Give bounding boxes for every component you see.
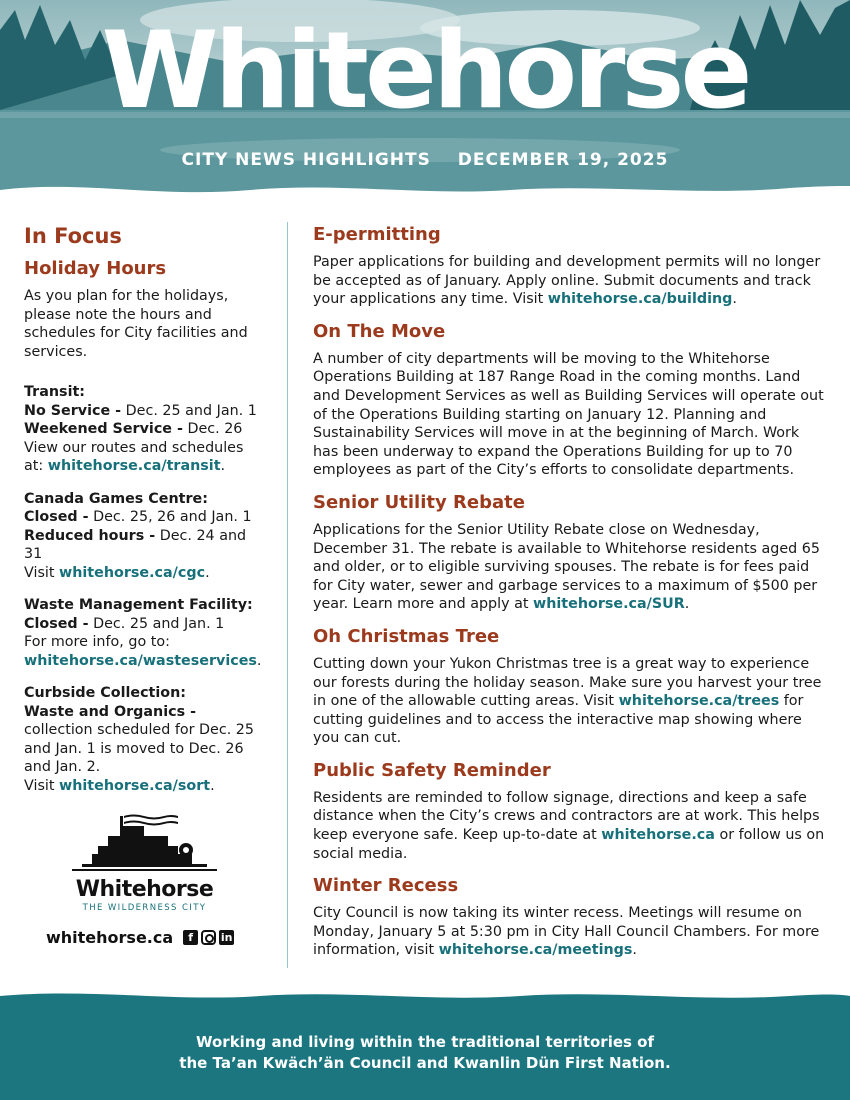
article-body [313, 655, 828, 748]
transit-link[interactable]: whitehorse.ca/transit [47, 458, 221, 474]
curbside-section [24, 684, 264, 795]
transit-info-text: View our routes and schedules at: [24, 439, 244, 474]
logo-wordmark: Whitehorse [75, 877, 214, 902]
article-text: City Council is now taking its winter recess. Meetings will resume on Monday, January 5 at 5:30 pm in City Hall Council Chambers. For more information, visit [313, 905, 820, 959]
article-text: A number of city departments will be moving to the Whitehorse Operations Building at 187 Range Road in the coming months. Land and Development Services as well as Building Services will operate out of the Operations Building starting on January 12. Planning and Sustainability Services will move in at the beginning of March. Work has been underway to expand the Operations Building for up to 70 employees as part of the City’s efforts to consolidate departments. [313, 350, 824, 479]
issue-date: DECEMBER 19, 2025 [457, 150, 669, 170]
transit-end: . [220, 458, 226, 474]
sternwheeler-icon [72, 812, 217, 874]
transit-no-service-text: Dec. 25 and Jan. 1 [121, 402, 257, 419]
curbside-info-text: Visit [24, 777, 60, 794]
article-text-end: or follow us on social media. [313, 827, 825, 862]
article-body [313, 253, 828, 309]
in-focus-heading: In Focus [24, 224, 122, 248]
cgc-end: . [205, 564, 210, 581]
newsletter-subtitle [0, 150, 850, 170]
cgc-reduced-text: Dec. 24 and 31 [24, 527, 247, 562]
article-text: Residents are reminded to follow signage, directions and keep a safe distance when the City’s crews and contractors are at work. This helps keep everyone safe. Keep up-to-date at [313, 789, 820, 844]
cgc-closed-label: Closed - [24, 509, 89, 525]
site-footer-links [46, 928, 246, 947]
waste-section [24, 596, 264, 670]
transit-title: Transit: [24, 384, 86, 400]
article-body [313, 789, 828, 863]
article-link[interactable]: whitehorse.ca/SUR [533, 596, 685, 613]
acknowledgement-line-2: the Ta’an Kwäch’än Council and Kwanlin Dün First Nation. [179, 1054, 671, 1072]
article-christmas-tree [313, 626, 828, 748]
article-text-end: . [632, 942, 637, 959]
article-body [313, 350, 828, 480]
article-link[interactable]: whitehorse.ca [601, 827, 715, 844]
article-senior-utility-rebate [313, 492, 828, 614]
left-column [24, 224, 264, 809]
article-link[interactable]: whitehorse.ca/trees [618, 693, 780, 710]
newsletter-title: Whitehorse [101, 9, 749, 132]
cgc-closed-text: Dec. 25, 26 and Jan. 1 [88, 509, 252, 525]
right-column [313, 224, 828, 972]
transit-weekend-label: Weekened Service - [24, 421, 183, 437]
transit-no-service-label: No Service - [24, 402, 122, 419]
holiday-hours-heading: Holiday Hours [24, 258, 167, 279]
website-link[interactable]: whitehorse.ca [46, 928, 174, 947]
article-epermitting [313, 224, 828, 309]
article-title: Senior Utility Rebate [313, 491, 525, 513]
article-text: Paper applications for building and development permits will no longer be accepted as of January. Apply online. Submit documents and track your applications any time. Visit [313, 254, 821, 308]
transit-weekend-text: Dec. 26 [182, 421, 243, 437]
article-public-safety [313, 760, 828, 863]
subtitle-label: CITY NEWS HIGHLIGHTS [181, 150, 431, 170]
curbside-link[interactable]: whitehorse.ca/sort [59, 777, 211, 794]
article-on-the-move [313, 321, 828, 480]
article-title: On The Move [313, 320, 446, 342]
cgc-reduced-label: Reduced hours - [24, 527, 156, 544]
cgc-info-text: Visit [24, 564, 60, 581]
article-text: Cutting down your Yukon Christmas tree is a great way to experience our forests during the holiday season. Make sure you harvest your tree in one of the allowable cutting areas. Visit [313, 655, 822, 710]
holiday-intro: As you plan for the holidays, please note the hours and schedules for City facilities and services. [24, 288, 248, 360]
waste-closed-label: Closed - [24, 615, 89, 632]
article-link[interactable]: whitehorse.ca/meetings [438, 942, 633, 959]
header-banner [0, 0, 850, 200]
acknowledgement-line-1: Working and living within the traditional territories of [195, 1033, 654, 1051]
article-title: Oh Christmas Tree [313, 625, 500, 647]
article-text-end: . [732, 291, 737, 308]
city-logo [72, 812, 217, 913]
article-body [313, 904, 828, 960]
curbside-text: collection scheduled for Dec. 25 and Jan. 1 is moved to Dec. 26 and Jan. 2. [24, 722, 254, 775]
cgc-section [24, 490, 264, 583]
curbside-end: . [210, 777, 215, 794]
waste-end: . [256, 652, 262, 669]
waste-link[interactable]: whitehorse.ca/wasteservices [24, 652, 257, 669]
article-title: E-permitting [313, 224, 441, 245]
facebook-icon[interactable]: f [183, 930, 198, 945]
article-text-end: . [684, 596, 690, 613]
footer-banner [0, 988, 850, 1100]
column-divider [287, 222, 288, 968]
article-winter-recess [313, 875, 828, 960]
article-title: Public Safety Reminder [313, 759, 551, 781]
transit-section [24, 383, 264, 476]
waste-title: Waste Management Facility: [24, 597, 253, 613]
cgc-link[interactable]: whitehorse.ca/cgc [59, 564, 206, 581]
cgc-title: Canada Games Centre: [24, 490, 208, 507]
logo-tagline: THE WILDERNESS CITY [82, 903, 207, 913]
waste-info-text: For more info, go to: [24, 634, 170, 650]
article-text: Applications for the Senior Utility Rebate close on Wednesday, December 31. The rebate is available to Whitehorse residents aged 65 and older, or to eligible surviving spouses. The rebate is for fees paid for City water, sewer and garbage services to a maximum of $500 per year. Learn more and apply at [313, 521, 820, 613]
waste-closed-text: Dec. 25 and Jan. 1 [88, 615, 225, 632]
article-title: Winter Recess [313, 875, 459, 897]
instagram-icon[interactable] [201, 930, 216, 945]
curbside-label: Waste and Organics - [24, 703, 197, 720]
article-body [313, 521, 828, 614]
land-acknowledgement [0, 1032, 850, 1074]
curbside-title: Curbside Collection: [24, 685, 187, 701]
linkedin-icon[interactable]: in [220, 931, 233, 944]
article-link[interactable]: whitehorse.ca/building [547, 291, 733, 308]
article-text-end: for cutting guidelines and to access the interactive map showing where you can cut. [313, 693, 804, 747]
